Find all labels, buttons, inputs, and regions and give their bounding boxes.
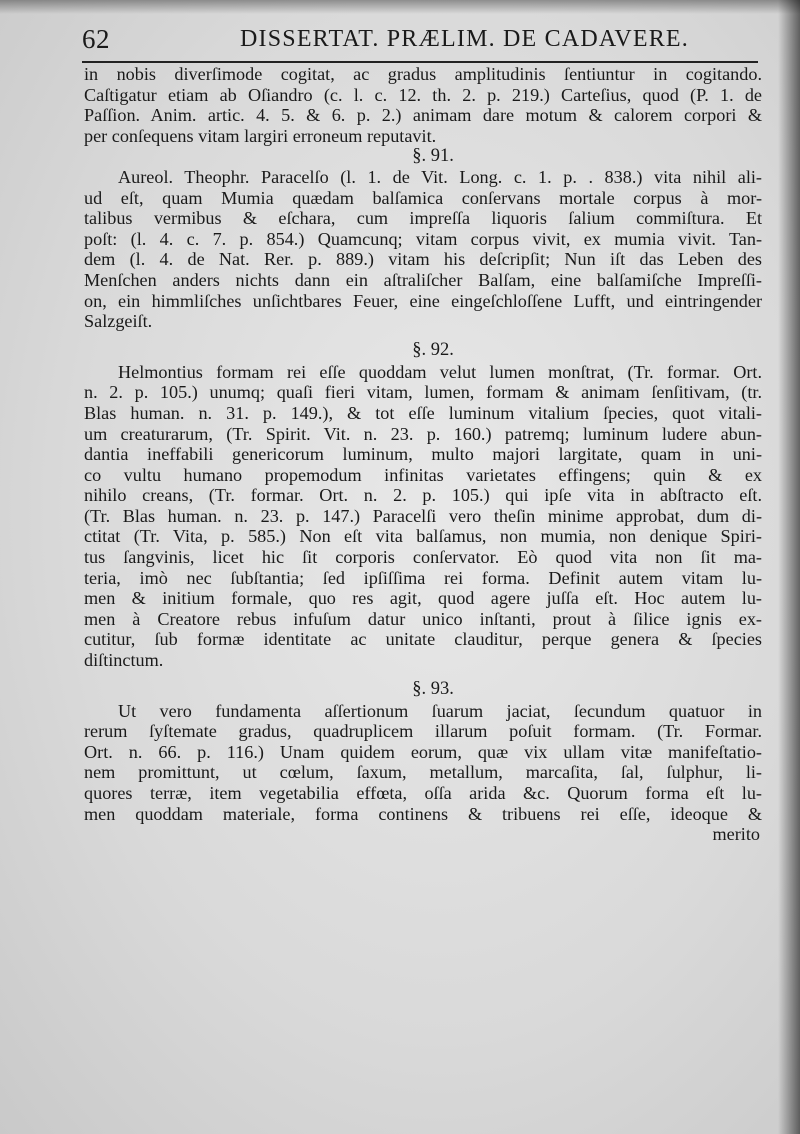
text-line: Aureol. Theophr. Paracelſo (l. 1. de Vit. Long. c. 1. p. . 838.) vita nihil ali- xyxy=(118,166,762,187)
text-line: teria, imò nec ſubſtantia; ſed ipſiſſima rei forma. Definit autem vitam lu- xyxy=(84,567,762,588)
text-line: Menſchen anders nichts dann ein aſtraliſcher Balſam, eine balſamiſche Impreſſi- xyxy=(84,269,762,290)
running-title: DISSERTAT. PRÆLIM. DE CADAVERE. xyxy=(240,26,689,52)
page-header xyxy=(82,22,762,58)
header-rule xyxy=(82,61,758,63)
text-line: talibus vermibus & eſchara, cum impreſſa liquoris ſalium commiſtura. Et xyxy=(84,208,762,229)
catchword: merito xyxy=(712,824,760,845)
section-heading-92: §. 92. xyxy=(412,339,454,360)
text-line: per conſequens vitam largiri erroneum reputavit. xyxy=(84,125,437,146)
body-text xyxy=(84,64,762,846)
text-line: (Tr. Blas human. n. 23. p. 147.) Paracelſi vero theſin minime approbat, dum di- xyxy=(84,505,762,526)
text-line: cutitur, ſub formæ identitate ac unitate clauditur, perque genera & ſpecies xyxy=(84,629,762,650)
text-line: men à Creatore rebus infuſum datur unico inſtanti, prout à ſilice ignis ex- xyxy=(84,608,762,629)
text-line: tus ſangvinis, licet hic ſit corporis conſervator. Eò quod vita non ſit ma- xyxy=(84,547,762,568)
text-line: um creaturarum, (Tr. Spirit. Vit. n. 23. p. 160.) patremq; luminum ludere abun- xyxy=(84,423,762,444)
page-shadow-top xyxy=(0,0,800,14)
text-line: Helmontius formam rei eſſe quoddam velut lumen monſtrat, (Tr. formar. Ort. xyxy=(118,361,762,382)
text-line: nem promittunt, ut cœlum, ſaxum, metallum, marcaſita, ſal, ſulphur, li- xyxy=(84,762,762,783)
text-line: on, ein himmliſches unſichtbares Feuer, eine eingeſchloſſene Lufft, und eintringender xyxy=(84,290,762,311)
text-line: quores terræ, item vegetabilia effœta, oſſa arida &c. Quorum forma eſt lu- xyxy=(84,783,762,803)
text-line: ctitat (Tr. Vita, p. 585.) Non eſt vita balſamus, non mumia, non denique Spiri- xyxy=(84,526,762,547)
text-line: Salzgeiſt. xyxy=(84,311,153,332)
text-line: Blas human. n. 31. p. 149.), & tot eſſe luminum vitalium ſpecies, quot vitali- xyxy=(84,402,762,423)
text-line: Paſſion. Anim. artic. 4. 5. & 6. p. 2.) animam dare motum & calorem corpori & xyxy=(84,105,762,126)
text-line: nihilo creans, (Tr. formar. Ort. n. 2. p. 105.) qui ipſe vita in abſtracto eſt. xyxy=(84,485,762,506)
page-shadow-right xyxy=(778,0,800,1134)
text-line: n. 2. p. 105.) unumq; quaſi fieri vitam, lumen, formam & animam ſenſitivam, (tr. xyxy=(84,382,762,403)
text-line: rerum ſyſtemate gradus, quadruplicem illarum poſuit formam. (Tr. Formar. xyxy=(84,721,762,742)
text-line: Ort. n. 66. p. 116.) Unam quidem eorum, quæ vix ullam vitæ manifeſtatio- xyxy=(84,741,762,762)
text-line: dantia ineffabili genericorum luminum, multo majori largitate, quam in uni- xyxy=(84,444,762,465)
section-heading-91: §. 91. xyxy=(412,146,454,167)
text-line: men quoddam materiale, forma continens & tribuens rei eſſe, ideoque & xyxy=(84,803,762,824)
text-line: ud eſt, quam Mumia quædam balſamica conſervans mortale corpus à mor- xyxy=(84,187,762,208)
text-line: dem (l. 4. de Nat. Rer. p. 889.) vitam his deſcripſit; Nun iſt das Leben des xyxy=(84,249,762,270)
text-line: co vultu humano propemodum infinitas varietates effingens; quin & ex xyxy=(84,464,762,485)
text-line: men & initium formale, quo res agit, quod agere juſſa eſt. Hoc autem lu- xyxy=(84,588,762,609)
page-number: 62 xyxy=(82,24,110,54)
text-line: Caſtigatur etiam ab Oſiandro (c. l. c. 12. th. 2. p. 219.) Carteſius, quod (P. 1. de xyxy=(84,84,762,105)
text-line: poſt: (l. 4. c. 7. p. 854.) Quamcunq; vitam corpus vivit, ex mumia vivit. Tan- xyxy=(84,228,762,249)
text-line: Ut vero fundamenta aſſertionum ſuarum jaciat, ſecundum quatuor in xyxy=(118,700,762,721)
text-line: diſtinctum. xyxy=(84,650,164,671)
text-line: in nobis diverſimode cogitat, ac gradus amplitudinis ſentiuntur in cogitando. xyxy=(84,64,762,84)
section-heading-93: §. 93. xyxy=(412,678,454,699)
